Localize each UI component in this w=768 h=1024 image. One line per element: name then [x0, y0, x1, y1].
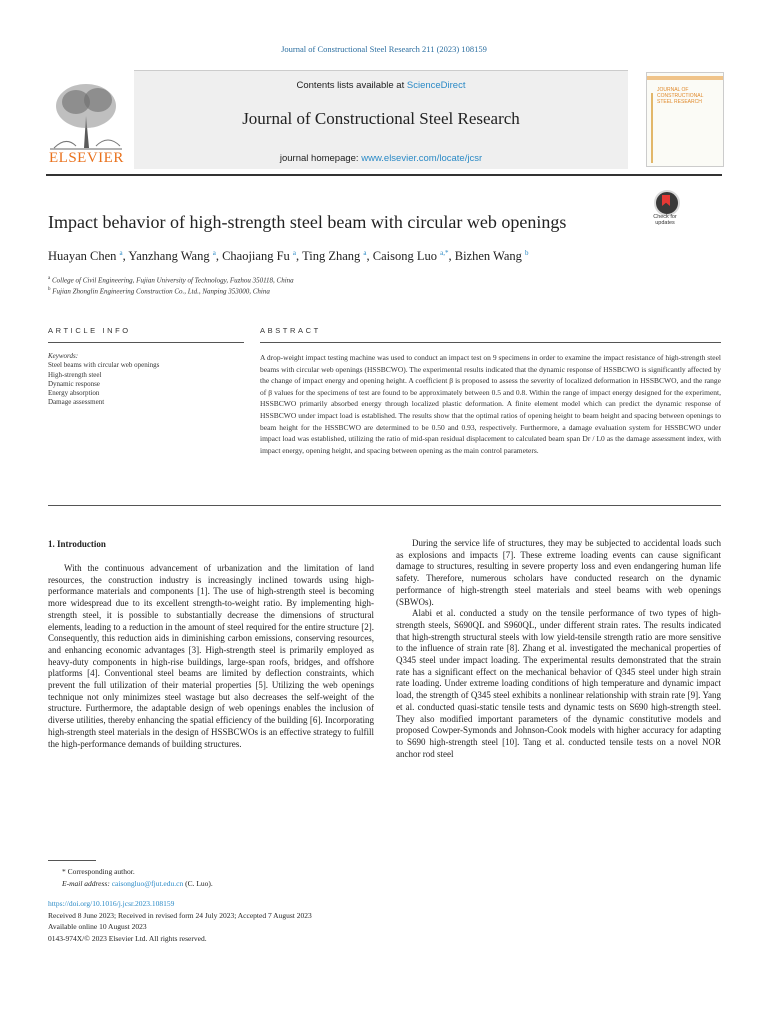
- doi-link[interactable]: https://doi.org/10.1016/j.jcsr.2023.108159: [48, 899, 175, 908]
- keyword-item: Steel beams with circular web openings: [48, 361, 160, 370]
- footnote-divider: [48, 860, 96, 861]
- received-dates: Received 8 June 2023; Received in revised form 24 July 2023; Accepted 7 August 2023: [48, 910, 312, 920]
- sciencedirect-link[interactable]: ScienceDirect: [406, 80, 466, 91]
- homepage-link[interactable]: www.elsevier.com/locate/jcsr: [361, 153, 483, 164]
- keywords-label: Keywords:: [48, 352, 79, 360]
- email-suffix: (C. Luo).: [183, 878, 213, 888]
- cover-title-line: STEEL RESEARCH: [657, 99, 702, 105]
- keyword-item: High-strength steel: [48, 370, 102, 379]
- cover-side-strip: [651, 93, 653, 163]
- abstract-text: A drop-weight impact testing machine was used to conduct an impact test on 9 specimens in order to examine the impact resistance of high-strength steel beams with circular web openings (HSSBCWO). The experimental results indicated that the dynamic response of HSSBCWO is significantly affected by the change of impact energy and opening height. A coefficient β is proposed to assess the severity of localized deformation in HSSBCWO, and the range of β values for the specimens of test are found to be approximately between 0.5 and 0.8. Within the range of impact energy designed for the experiment, HSSBCWO primarily absorbed energy through localized plastic deformation. A finite element model which can predict the dynamic response of HSSBCWO under impact load is established. The results show that the optimal ratios of opening height to beam height and spacing between openings to beam height for the HSSBCWO are determined to be 0.50 and 0.93, respectively. Furthermore, a damage evaluation system for HSSBCWO under impact load was established, utilizing the ratio of mid-span residual displacement to calculated beam span Dr / L0 as the damage assessment index, with impact energy, opening height, and spacing between opening as the main control parameters.: [260, 353, 721, 455]
- affiliation-marker: a: [48, 276, 51, 281]
- author-name[interactable]: Chaojiang Fu: [222, 249, 290, 264]
- author-name[interactable]: Yanzhang Wang: [128, 249, 210, 264]
- journal-header-panel: [134, 70, 628, 169]
- check-updates-line: updates: [655, 220, 675, 226]
- author-name[interactable]: Ting Zhang: [302, 249, 361, 264]
- affiliations: [48, 274, 294, 297]
- header-divider: [46, 174, 722, 176]
- affiliation-marker: b: [48, 287, 51, 293]
- publication-info: [48, 898, 312, 944]
- available-online: Available online 10 August 2023: [48, 922, 147, 932]
- intro-paragraph: With the continuous advancement of urbanization and the limitation of land resources, the construction industry is increasingly inclined towards using high-performance materials and components [1]. The use of high-strength steel is becoming more widespread due to its excellent strength-to-weight ratio. By implementing high-strength steel, it is possible to substantially decrease the dimensions of structural elements, leading to a reduction in the amount of steel required for the entire structure [2]. Consequently, this reduction aids in diminishing carbon emissions, conserving resources, and enhancing economic advantages [3]. High-strength steel is primarily employed as heavy-duty components in high-rise buildings, large-span roofs, bridges, and offshore platforms [4]. Conventional steel beams are limited by deflection constraints, which prevent the full utilization of their material properties [5]. Utilizing the web openings technique not only minimizes steel wastage but also decreases the self-weight of the structure. Furthermore, the adaptable design of web openings enables the inclusion of diverse utilities, thereby enhancing the spatial efficiency of the building [6]. Incorporating high-strength steel materials in the design of HSSBCWOs is an effective strategy to fulfill the high-performance demands of building structures.: [48, 563, 374, 749]
- journal-header: [46, 70, 628, 168]
- journal-citation[interactable]: Journal of Constructional Steel Research 211 (2023) 108159: [281, 44, 487, 54]
- keyword-item: Dynamic response: [48, 379, 100, 388]
- cover-title: [657, 87, 703, 105]
- homepage-line: [134, 153, 628, 164]
- article-info-rule: [48, 342, 244, 343]
- footnotes: [48, 866, 213, 889]
- introduction-heading: 1. Introduction: [48, 539, 106, 549]
- homepage-prefix: journal homepage:: [279, 153, 362, 164]
- intro-left-column: [48, 563, 374, 750]
- author-name[interactable]: Bizhen Wang: [454, 249, 522, 264]
- elsevier-wordmark: ELSEVIER: [49, 150, 124, 166]
- author-name[interactable]: Huayan Chen: [48, 249, 117, 264]
- check-updates-line: Check for: [653, 214, 677, 220]
- abstract-heading: ABSTRACT: [260, 326, 321, 335]
- contents-prefix: Contents lists available at: [296, 80, 407, 91]
- affiliation-text: College of Civil Engineering, Fujian University of Technology, Fuzhou 350118, China: [51, 276, 294, 285]
- cover-top-bar: [647, 76, 723, 80]
- check-for-updates-button[interactable]: [648, 190, 682, 230]
- article-info-heading: ARTICLE INFO: [48, 326, 131, 335]
- journal-title: Journal of Constructional Steel Research: [242, 109, 520, 128]
- article-title: Impact behavior of high-strength steel beam with circular web openings: [48, 212, 567, 232]
- author-affil-marker[interactable]: a: [212, 249, 216, 257]
- keywords-block: [48, 352, 244, 408]
- copyright-notice: 0143-974X/© 2023 Elsevier Ltd. All rights reserved.: [48, 933, 207, 943]
- author-affil-marker[interactable]: a: [292, 249, 297, 257]
- intro-paragraph: Alabi et al. conducted a study on the tensile performance of two types of high-strength steels, S690QL and S960QL, under different strain rates. The results indicated that high-strength structural steels with low yield-tensile strength ratio are more sensitive to the influence of strain rate [8]. Zhang et al. investigated the mechanical properties of Q345 steel under impact loading. The experimental results demonstrated that the strain rate has a significant effect on the mechanical behavior of Q345 steel under high strain rate loading. Under extreme loading conditions of high temperature and dynamic impact load, the strength of Q345 steel exhibits a nonlinear relationship with strain rate [9]. Yang et al. conducted quasi-static tensile tests and dynamic tests on S690 high-strength steel. They also modified important parameters of the dynamic constitutive models and proposed Cowper-Symonds and Johnson-Cook models with higher accuracy for adapting to S690 high-strength steel [10]. Tang et al. conducted tensile tests on a novel NOR anchor rod steel: [396, 608, 721, 759]
- corresponding-author-note: * Corresponding author.: [62, 867, 135, 876]
- abstract-rule: [260, 342, 721, 343]
- author-affil-marker[interactable]: b: [525, 249, 529, 257]
- intro-right-column: [396, 538, 721, 760]
- cover-title-line: CONSTRUCTIONAL: [657, 93, 704, 99]
- email-label: E-mail address:: [62, 878, 112, 888]
- author-list: Huayan Chen $^a$, Yanzhang Wang $^a$, Chaojiang Fu $^a$, Ting Zhang $^a$, Caisong Luo $^{a,*}$, Bizhen Wang $^b$: [48, 249, 529, 264]
- author-affil-marker[interactable]: a: [119, 249, 123, 257]
- author-affil-marker[interactable]: a,*: [440, 249, 449, 257]
- cover-title-line: JOURNAL OF: [657, 87, 689, 93]
- affiliation-line: [48, 274, 294, 285]
- intro-paragraph: During the service life of structures, they may be subjected to accidental loads such as explosions and impacts [7]. These extreme loading events can cause significant damage to structures, resulting in severe property loss and even endangering human life safety. Therefore, numerous scholars have conducted research on the dynamic performance of high-strength steel materials and steel beams with web openings (SBWOs).: [396, 538, 721, 607]
- author-name[interactable]: Caisong Luo: [372, 249, 438, 264]
- check-for-updates-label: [648, 214, 682, 226]
- keyword-item: Energy absorption: [48, 389, 100, 398]
- author-affil-marker[interactable]: a: [363, 249, 367, 257]
- contents-line: [134, 80, 628, 91]
- affiliation-line: [48, 285, 294, 296]
- email-line: [48, 878, 213, 890]
- bookmark-icon: [654, 190, 680, 216]
- keyword-item: Damage assessment: [48, 398, 105, 407]
- abstract-bottom-rule: [48, 505, 721, 506]
- author-email-link[interactable]: caisongluo@fjut.edu.cn: [111, 878, 184, 888]
- journal-cover-thumbnail[interactable]: [646, 72, 724, 167]
- affiliation-text: Fujian Zhonglin Engineering Construction Co., Ltd., Nanping 353000, China: [52, 287, 270, 296]
